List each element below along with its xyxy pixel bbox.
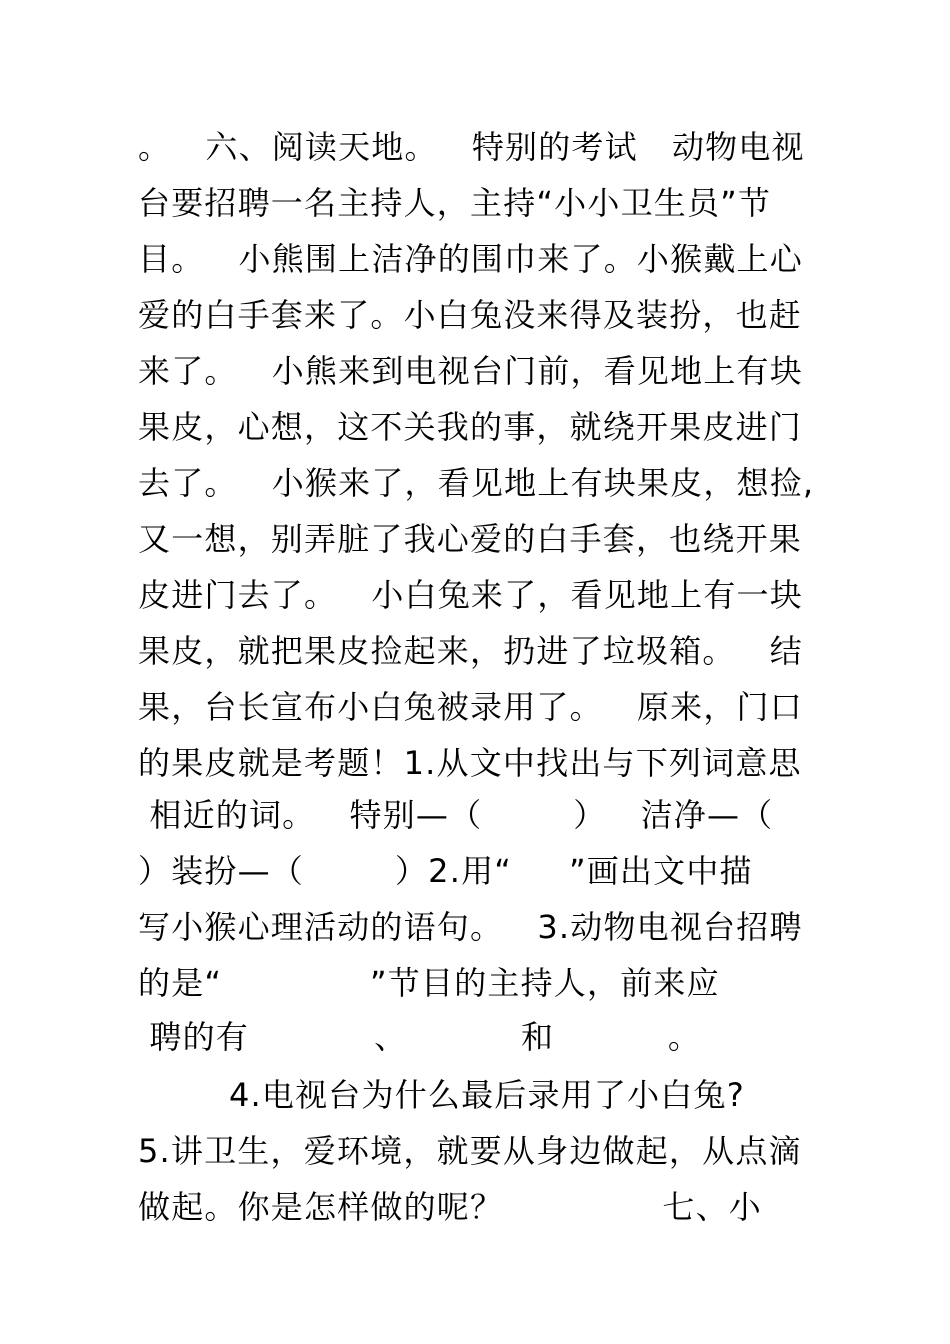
text-line: 来了。 小熊来到电视台门前，看见地上有块 bbox=[138, 352, 803, 390]
text-line: 4.电视台为什么最后录用了小白兔? bbox=[138, 1076, 745, 1114]
text-line: 爱的白手套来了。小白兔没来得及装扮，也赶 bbox=[138, 296, 803, 334]
text-line: 台要招聘一名主持人，主持“小小卫生员”节 bbox=[138, 184, 772, 222]
text-line: ）装扮—（ ）2.用“ ”画出文中描 bbox=[138, 852, 753, 890]
text-line: 果皮，就把果皮捡起来，扔进了垃圾箱。 结 bbox=[138, 632, 803, 670]
text-line: 又一想，别弄脏了我心爱的白手套，也绕开果 bbox=[138, 520, 803, 558]
text-line: 。 六、阅读天地。 特别的考试 动物电视 bbox=[138, 128, 805, 166]
text-line: 写小猴心理活动的语句。 3.动物电视台招聘 bbox=[138, 908, 803, 946]
text-line: 去了。 小猴来了，看见地上有块果皮，想捡, bbox=[138, 464, 815, 502]
text-line: 相近的词。 特别—（ ） 洁净—（ bbox=[138, 796, 774, 834]
text-line: 做起。你是怎样做的呢？ 七、小 bbox=[138, 1188, 763, 1226]
text-line: 果皮，心想，这不关我的事，就绕开果皮进门 bbox=[138, 408, 803, 446]
text-line: 的果皮就是考题！1.从文中找出与下列词意思 bbox=[138, 744, 802, 782]
text-line: 的是“ ”节目的主持人，前来应 bbox=[138, 964, 720, 1002]
text-line: 目。 小熊围上洁净的围巾来了。小猴戴上心 bbox=[138, 240, 803, 278]
text-line: 聘的有 、 和 。 bbox=[138, 1018, 702, 1056]
text-line: 5.讲卫生，爱环境，就要从身边做起，从点滴 bbox=[138, 1132, 802, 1170]
text-line: 果，台长宣布小白兔被录用了。 原来，门口 bbox=[138, 688, 803, 726]
text-line: 皮进门去了。 小白兔来了，看见地上有一块 bbox=[138, 576, 803, 614]
